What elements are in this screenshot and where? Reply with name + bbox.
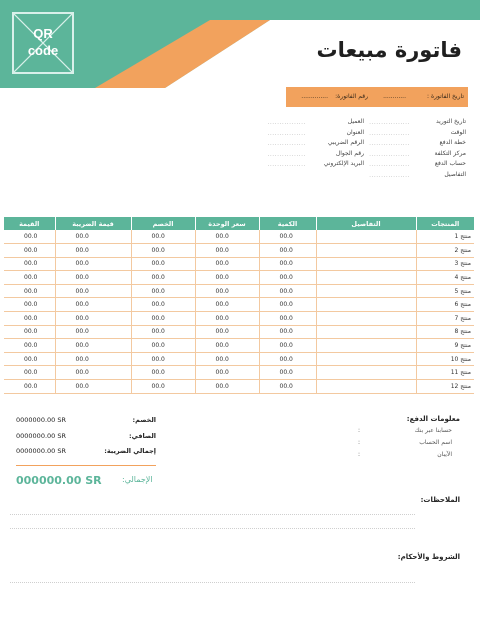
- value-cell[interactable]: 00.0: [4, 230, 55, 244]
- tax-total-label: إجمالي الضريبة:: [104, 447, 156, 455]
- details-cell[interactable]: [316, 325, 416, 339]
- net-total-value: 0000000.00 SR: [16, 431, 66, 440]
- info-label: العميل: [347, 118, 364, 125]
- product-cell[interactable]: منتج 4: [416, 271, 474, 285]
- quantity-cell[interactable]: 00.0: [259, 271, 316, 285]
- info-value[interactable]: ................: [267, 140, 306, 148]
- unit-price-cell[interactable]: 00.0: [195, 257, 259, 271]
- tax-cell[interactable]: 00.0: [55, 380, 131, 394]
- product-cell[interactable]: منتج 10: [416, 352, 474, 366]
- table-row: [4, 271, 474, 285]
- value-cell[interactable]: 00.0: [4, 257, 55, 271]
- value-cell[interactable]: 00.0: [4, 244, 55, 258]
- quantity-cell[interactable]: 00.0: [259, 380, 316, 394]
- tax-cell[interactable]: 00.0: [55, 312, 131, 326]
- quantity-cell[interactable]: 00.0: [259, 284, 316, 298]
- discount-total-label: الخصم:: [132, 416, 156, 424]
- unit-price-cell[interactable]: 00.0: [195, 380, 259, 394]
- grand-total-label: الإجمالي:: [122, 475, 153, 484]
- info-label: حساب الدفع: [434, 160, 466, 168]
- info-label: خطة الدفع: [439, 139, 466, 147]
- value-cell[interactable]: 00.0: [4, 339, 55, 353]
- value-cell[interactable]: 00.0: [4, 366, 55, 380]
- tax-cell[interactable]: 00.0: [55, 352, 131, 366]
- details-cell[interactable]: [316, 298, 416, 312]
- info-value[interactable]: .................: [369, 161, 410, 169]
- terms-title: الشروط والأحكام:: [397, 553, 460, 561]
- column-header-tax: قيمة الضريبة: [55, 217, 131, 230]
- quantity-cell[interactable]: 00.0: [259, 298, 316, 312]
- info-label: مركز التكلفة: [434, 149, 466, 157]
- table-header-row: [4, 217, 474, 230]
- details-cell[interactable]: [316, 339, 416, 353]
- details-cell[interactable]: [316, 244, 416, 258]
- tax-cell[interactable]: 00.0: [55, 298, 131, 312]
- payment-label: حسابنا عبر بنك: [414, 427, 452, 434]
- info-label: الوقت: [450, 128, 466, 136]
- details-cell[interactable]: [316, 380, 416, 394]
- unit-price-cell[interactable]: 00.0: [195, 230, 259, 244]
- details-cell[interactable]: [316, 284, 416, 298]
- value-cell[interactable]: 00.0: [4, 312, 55, 326]
- details-cell[interactable]: [316, 230, 416, 244]
- discount-cell[interactable]: 00.0: [131, 339, 195, 353]
- value-cell[interactable]: 00.0: [4, 325, 55, 339]
- totals-summary: [16, 416, 156, 463]
- tax-cell[interactable]: 00.0: [55, 230, 131, 244]
- table-row: [4, 380, 474, 394]
- product-cell[interactable]: منتج 11: [416, 366, 474, 380]
- product-cell[interactable]: منتج 2: [416, 244, 474, 258]
- qr-label-line1: QR: [33, 26, 53, 41]
- discount-cell[interactable]: 00.0: [131, 366, 195, 380]
- info-label: البريد الإلكتروني: [323, 160, 364, 168]
- value-cell[interactable]: 00.0: [4, 284, 55, 298]
- discount-cell[interactable]: 00.0: [131, 380, 195, 394]
- unit-price-cell[interactable]: 00.0: [195, 366, 259, 380]
- payment-separator: :: [357, 451, 360, 458]
- details-cell[interactable]: [316, 366, 416, 380]
- details-cell[interactable]: [316, 271, 416, 285]
- info-row: [267, 139, 364, 150]
- tax-cell[interactable]: 00.0: [55, 325, 131, 339]
- tax-cell[interactable]: 00.0: [55, 257, 131, 271]
- unit-price-cell[interactable]: 00.0: [195, 271, 259, 285]
- info-label: رقم الجوال: [335, 149, 364, 157]
- quantity-cell[interactable]: 00.0: [259, 257, 316, 271]
- column-header-unit-price: سعر الوحدة: [195, 217, 259, 230]
- payment-info-title: معلومات الدفع:: [406, 415, 460, 423]
- tax-cell[interactable]: 00.0: [55, 366, 131, 380]
- info-label: العنوان: [346, 128, 364, 136]
- details-cell[interactable]: [316, 352, 416, 366]
- info-value[interactable]: .................: [369, 119, 410, 126]
- details-cell[interactable]: [316, 257, 416, 271]
- product-cell[interactable]: منتج 6: [416, 298, 474, 312]
- info-row: [369, 160, 466, 171]
- column-header-quantity: الكمية: [259, 217, 316, 230]
- page-title: فاتورة مبيعات: [316, 38, 462, 62]
- quantity-cell[interactable]: 00.0: [259, 339, 316, 353]
- table-row: [4, 298, 474, 312]
- unit-price-cell[interactable]: 00.0: [195, 352, 259, 366]
- discount-cell[interactable]: 00.0: [131, 244, 195, 258]
- value-cell[interactable]: 00.0: [4, 271, 55, 285]
- invoice-number-value[interactable]: ..............: [301, 93, 328, 100]
- qr-label-line2: code: [27, 43, 59, 58]
- invoice-date-value[interactable]: ............: [383, 93, 406, 100]
- table-row: [4, 244, 474, 258]
- discount-cell[interactable]: 00.0: [131, 325, 195, 339]
- info-label: تاريخ التوريد: [436, 118, 466, 125]
- info-label: الرقم الضريبي: [327, 139, 364, 147]
- unit-price-cell[interactable]: 00.0: [195, 339, 259, 353]
- table-row: [4, 312, 474, 326]
- product-cell[interactable]: منتج 5: [416, 284, 474, 298]
- product-cell[interactable]: منتج 7: [416, 312, 474, 326]
- table-row: [4, 284, 474, 298]
- invoice-number-label: رقم الفاتورة:: [335, 93, 368, 100]
- column-header-value: القيمة: [4, 217, 55, 230]
- info-right-column: [369, 118, 466, 182]
- column-header-discount: الخصم: [131, 217, 195, 230]
- product-cell[interactable]: منتج 9: [416, 339, 474, 353]
- info-value[interactable]: .................: [369, 129, 410, 137]
- payment-label: الآيبان: [437, 451, 452, 458]
- discount-cell[interactable]: 00.0: [131, 298, 195, 312]
- notes-line[interactable]: [10, 528, 415, 529]
- grand-total-value: 000000.00 SR: [16, 474, 102, 487]
- table-row: [4, 325, 474, 339]
- quantity-cell[interactable]: 00.0: [259, 244, 316, 258]
- info-row: [369, 128, 466, 140]
- quantity-cell[interactable]: 00.0: [259, 325, 316, 339]
- table-row: [4, 339, 474, 353]
- info-row: [267, 160, 364, 171]
- invoice-date-label: تاريخ الفاتورة :: [427, 93, 464, 100]
- product-cell[interactable]: منتج 12: [416, 380, 474, 394]
- tax-cell[interactable]: 00.0: [55, 339, 131, 353]
- quantity-cell[interactable]: 00.0: [259, 352, 316, 366]
- discount-total-value: 0000000.00 SR: [16, 416, 66, 424]
- invoice-meta-bar: [286, 87, 468, 107]
- unit-price-cell[interactable]: 00.0: [195, 298, 259, 312]
- payment-row: [340, 427, 460, 439]
- quantity-cell[interactable]: 00.0: [259, 230, 316, 244]
- items-table: [4, 217, 474, 394]
- info-value[interactable]: .................: [369, 140, 410, 148]
- product-cell[interactable]: منتج 3: [416, 257, 474, 271]
- tax-cell[interactable]: 00.0: [55, 244, 131, 258]
- info-row: [267, 149, 364, 161]
- column-header-details: التفاصيل: [316, 217, 416, 230]
- info-row: [267, 118, 364, 129]
- info-value[interactable]: ................: [267, 161, 306, 169]
- table-row: [4, 230, 474, 244]
- unit-price-cell[interactable]: 00.0: [195, 325, 259, 339]
- info-value[interactable]: .................: [369, 171, 410, 179]
- tax-total-value: 0000000.00 SR: [16, 447, 66, 455]
- tax-cell[interactable]: 00.0: [55, 284, 131, 298]
- discount-cell[interactable]: 00.0: [131, 312, 195, 326]
- details-cell[interactable]: [316, 312, 416, 326]
- info-row: [369, 149, 466, 161]
- value-cell[interactable]: 00.0: [4, 298, 55, 312]
- notes-title: الملاحظات:: [420, 496, 460, 504]
- value-cell[interactable]: 00.0: [4, 352, 55, 366]
- value-cell[interactable]: 00.0: [4, 380, 55, 394]
- column-header-products: المنتجات: [416, 217, 474, 230]
- discount-cell[interactable]: 00.0: [131, 271, 195, 285]
- quantity-cell[interactable]: 00.0: [259, 312, 316, 326]
- terms-line[interactable]: [10, 582, 415, 583]
- totals-row: [16, 416, 156, 432]
- net-total-label: الصافي:: [129, 431, 156, 440]
- table-row: [4, 366, 474, 380]
- payment-separator: :: [357, 439, 360, 446]
- payment-row: [340, 439, 460, 451]
- payment-label: اسم الحساب: [419, 439, 452, 446]
- notes-line[interactable]: [10, 514, 415, 515]
- discount-cell[interactable]: 00.0: [131, 257, 195, 271]
- info-value[interactable]: ................: [267, 119, 306, 126]
- info-left-column: [267, 118, 364, 171]
- discount-cell[interactable]: 00.0: [131, 284, 195, 298]
- table-row: [4, 352, 474, 366]
- payment-info: [340, 415, 460, 463]
- payment-separator: :: [357, 427, 360, 434]
- info-row: [369, 139, 466, 150]
- unit-price-cell[interactable]: 00.0: [195, 244, 259, 258]
- totals-row: [16, 432, 156, 448]
- info-label: التفاصيل: [444, 170, 466, 178]
- table-row: [4, 257, 474, 271]
- items-table-body: [4, 230, 474, 393]
- info-row: [369, 170, 466, 182]
- info-value[interactable]: .................: [369, 150, 410, 158]
- quantity-cell[interactable]: 00.0: [259, 366, 316, 380]
- product-cell[interactable]: منتج 1: [416, 230, 474, 244]
- payment-row: [340, 451, 460, 463]
- unit-price-cell[interactable]: 00.0: [195, 312, 259, 326]
- info-row: [267, 128, 364, 140]
- info-value[interactable]: ................: [267, 129, 306, 137]
- product-cell[interactable]: منتج 8: [416, 325, 474, 339]
- info-value[interactable]: ................: [267, 150, 306, 158]
- totals-divider: [16, 465, 156, 466]
- qr-code-placeholder: [12, 12, 74, 74]
- unit-price-cell[interactable]: 00.0: [195, 284, 259, 298]
- tax-cell[interactable]: 00.0: [55, 271, 131, 285]
- info-row: [369, 118, 466, 129]
- discount-cell[interactable]: 00.0: [131, 352, 195, 366]
- discount-cell[interactable]: 00.0: [131, 230, 195, 244]
- totals-row: [16, 447, 156, 463]
